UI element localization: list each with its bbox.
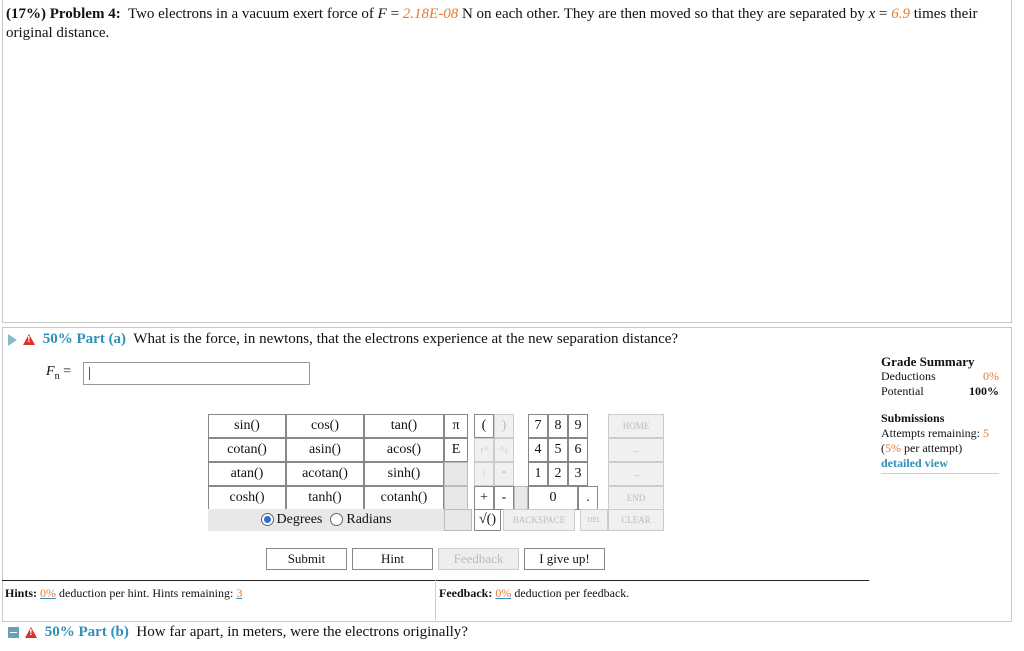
- part-a-header: [8, 331, 678, 348]
- vertical-divider: [435, 580, 436, 620]
- problem-container: [2, 0, 1012, 323]
- rparen-key[interactable]: ): [494, 414, 514, 438]
- problem-statement: (17%) Problem 4: Two electrons in a vacuum exert force of F = 2.18E-08 N on each other. They are then moved so that they are separated by x = 6.9 times their original distance.: [6, 6, 978, 41]
- grade-summary: Grade Summary Deductions 0% Potential 100% Submissions Attempts remaining: 5 (5% per attempt) detailed view: [881, 354, 999, 474]
- feedback-info: [439, 586, 629, 601]
- blank-key-1: [444, 462, 468, 486]
- digit-8-key[interactable]: 8: [548, 414, 568, 438]
- grade-summary-title: Grade Summary: [881, 354, 975, 369]
- hints-label: Hints:: [5, 586, 38, 600]
- problem-text-4: their original distance.: [6, 6, 978, 41]
- blank-key-3: [444, 509, 472, 531]
- problem-text-3: times: [913, 6, 947, 22]
- cos-key[interactable]: cos(): [286, 414, 364, 438]
- problem-label: Problem 4:: [49, 6, 121, 22]
- decimal-key[interactable]: .: [578, 486, 598, 510]
- give-up-button[interactable]: I give up!: [524, 548, 605, 570]
- pi-key[interactable]: π: [444, 414, 468, 438]
- attempts-value: 5: [982, 426, 989, 440]
- text-cursor: [89, 367, 90, 380]
- radians-option[interactable]: [330, 512, 391, 528]
- hints-remaining: 3: [236, 586, 243, 600]
- part-b-percent: 50%: [44, 624, 75, 640]
- sinh-key[interactable]: sinh(): [364, 462, 444, 486]
- digit-3-key[interactable]: 3: [568, 462, 588, 486]
- warning-icon: [25, 627, 37, 638]
- divide-key[interactable]: /: [474, 462, 494, 486]
- potential-value: 100%: [969, 384, 999, 398]
- up-power-key[interactable]: ↑^: [474, 438, 494, 462]
- expand-triangle-icon[interactable]: [8, 334, 17, 346]
- digit-2-key[interactable]: 2: [548, 462, 568, 486]
- radians-label: Radians: [346, 512, 392, 527]
- hint-button[interactable]: Hint: [352, 548, 433, 570]
- feedback-button[interactable]: Feedback: [438, 548, 519, 570]
- digit-5-key[interactable]: 5: [548, 438, 568, 462]
- cotanh-key[interactable]: cotanh(): [364, 486, 444, 510]
- backspace-key[interactable]: BACKSPACE: [503, 509, 575, 531]
- detailed-view-link[interactable]: detailed view: [881, 456, 948, 470]
- cosh-key[interactable]: cosh(): [208, 486, 286, 510]
- problem-percent: (17%): [6, 6, 46, 22]
- digit-0-key[interactable]: 0: [528, 486, 578, 510]
- left-arrow-key[interactable]: ←: [608, 438, 664, 462]
- collapse-icon[interactable]: [8, 627, 19, 638]
- degrees-option[interactable]: [261, 512, 323, 528]
- digit-1-key[interactable]: 1: [528, 462, 548, 486]
- hints-pct: 0%: [40, 586, 57, 600]
- asin-key[interactable]: asin(): [286, 438, 364, 462]
- blank-key-2: [444, 486, 468, 510]
- multiply-key[interactable]: *: [494, 462, 514, 486]
- cotan-key[interactable]: cotan(): [208, 438, 286, 462]
- degrees-label: Degrees: [276, 512, 323, 527]
- deductions-label: Deductions: [881, 369, 936, 383]
- minus-key[interactable]: -: [494, 486, 514, 510]
- hints-text: deduction per hint. Hints remaining:: [59, 586, 234, 600]
- hints-info: [5, 586, 242, 601]
- problem-text-1: Two electrons in a vacuum exert force of: [127, 6, 374, 22]
- x-value: 6.9: [891, 6, 910, 22]
- clear-key[interactable]: CLEAR: [608, 509, 664, 531]
- deductions-value: 0%: [983, 369, 999, 383]
- answer-sub: n: [54, 370, 60, 382]
- end-key[interactable]: END: [608, 486, 664, 510]
- home-key[interactable]: HOME: [608, 414, 664, 438]
- submit-button[interactable]: Submit: [266, 548, 347, 570]
- problem-text-2: N on each other. They are then moved so that they are separated by: [461, 6, 865, 22]
- warning-icon: [23, 334, 35, 345]
- force-value: 2.18E-08: [402, 6, 459, 22]
- lparen-key[interactable]: (: [474, 414, 494, 438]
- per-attempt-text: per attempt): [904, 441, 963, 455]
- feedback-label: Feedback:: [439, 586, 493, 600]
- down-power-key[interactable]: ^↓: [494, 438, 514, 462]
- part-a-label: Part (a): [76, 331, 127, 347]
- answer-label: $F_n$ =: [46, 364, 71, 382]
- answer-var: F: [46, 364, 55, 379]
- sqrt-key[interactable]: √(): [474, 509, 501, 531]
- acos-key[interactable]: acos(): [364, 438, 444, 462]
- part-a-percent: 50%: [42, 331, 73, 347]
- sin-key[interactable]: sin(): [208, 414, 286, 438]
- right-arrow-key[interactable]: →: [608, 462, 664, 486]
- per-attempt-pct: 5%: [885, 441, 901, 455]
- digit-9-key[interactable]: 9: [568, 414, 588, 438]
- angle-mode: [208, 509, 444, 531]
- digit-4-key[interactable]: 4: [528, 438, 548, 462]
- feedback-pct: 0%: [495, 586, 512, 600]
- acotan-key[interactable]: acotan(): [286, 462, 364, 486]
- part-b-question: How far apart, in meters, were the electrons originally?: [136, 624, 468, 640]
- potential-label: Potential: [881, 384, 924, 398]
- attempts-label: Attempts remaining:: [881, 426, 980, 440]
- part-b-label: Part (b): [78, 624, 129, 640]
- part-a-question: What is the force, in newtons, that the electrons experience at the new separation distance?: [133, 331, 679, 347]
- tan-key[interactable]: tan(): [364, 414, 444, 438]
- digit-7-key[interactable]: 7: [528, 414, 548, 438]
- digit-6-key[interactable]: 6: [568, 438, 588, 462]
- atan-key[interactable]: atan(): [208, 462, 286, 486]
- force-variable: F: [377, 6, 387, 22]
- blank-key-4: [514, 486, 528, 510]
- x-variable: x: [868, 6, 876, 22]
- e-key[interactable]: E: [444, 438, 468, 462]
- part-b-header: [8, 624, 468, 641]
- answer-input[interactable]: [83, 362, 310, 385]
- tanh-key[interactable]: tanh(): [286, 486, 364, 510]
- degrees-radio[interactable]: [261, 513, 274, 526]
- feedback-text: deduction per feedback.: [514, 586, 630, 600]
- plus-key[interactable]: +: [474, 486, 494, 510]
- del-key[interactable]: DEL: [580, 509, 608, 531]
- radians-radio[interactable]: [330, 513, 343, 526]
- submissions-title: Submissions: [881, 411, 945, 425]
